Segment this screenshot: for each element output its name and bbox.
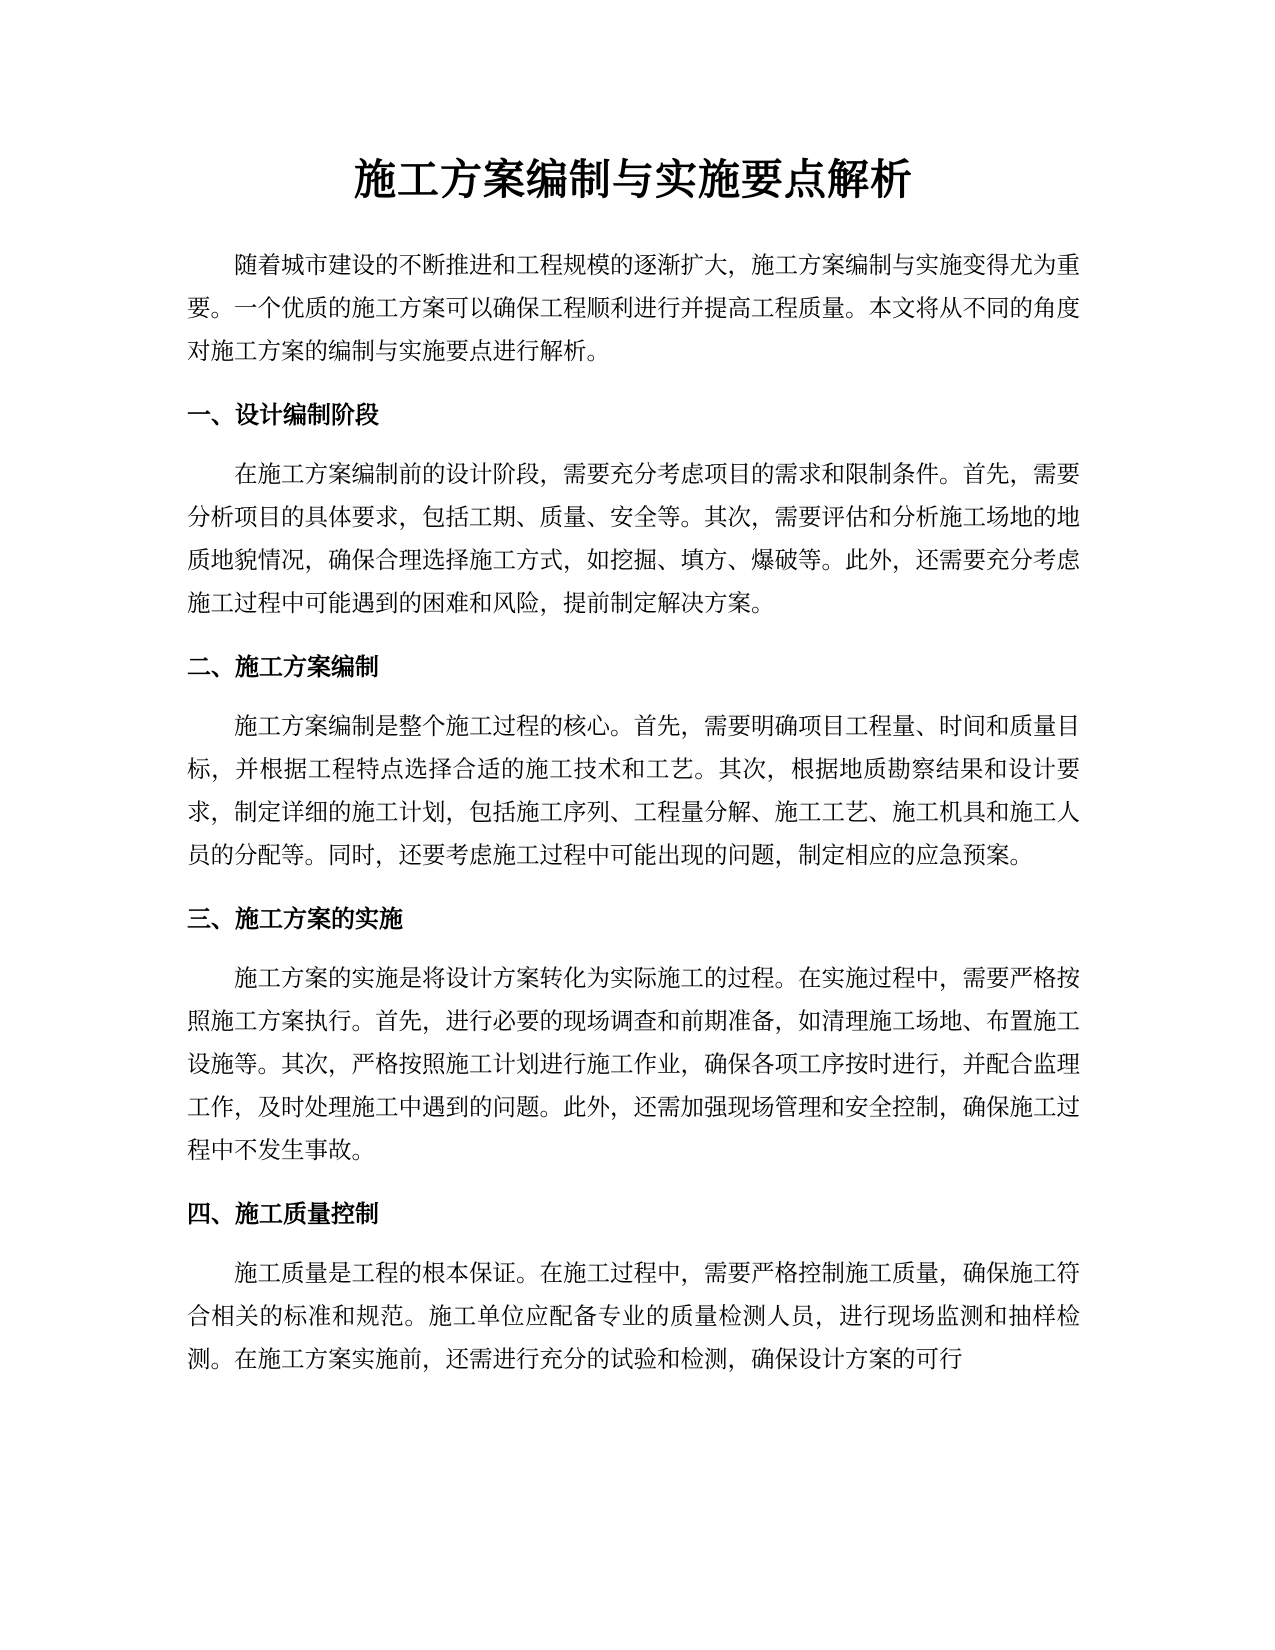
- section-heading-1: 一、设计编制阶段: [187, 401, 379, 429]
- section-heading-2: 二、施工方案编制: [187, 653, 379, 681]
- document-title: 施工方案编制与实施要点解析: [353, 155, 913, 204]
- document-body: [187, 150, 1080, 1381]
- section-heading-4: 四、施工质量控制: [187, 1200, 379, 1228]
- intro-paragraph: 随着城市建设的不断推进和工程规模的逐渐扩大，施工方案编制与实施变得尤为重要。一个优质的施工方案可以确保工程顺利进行并提高工程质量。本文将从不同的角度对施工方案的编制与实施要点进行解析。: [187, 251, 1080, 365]
- section-paragraph-1: 在施工方案编制前的设计阶段，需要充分考虑项目的需求和限制条件。首先，需要分析项目的具体要求，包括工期、质量、安全等。其次，需要评估和分析施工场地的地质地貌情况，确保合理选择施工方式，如挖掘、填方、爆破等。此外，还需要充分考虑施工过程中可能遇到的困难和风险，提前制定解决方案。: [187, 460, 1080, 617]
- section-heading-3: 三、施工方案的实施: [187, 905, 403, 933]
- section-paragraph-2: 施工方案编制是整个施工过程的核心。首先，需要明确项目工程量、时间和质量目标，并根据工程特点选择合适的施工技术和工艺。其次，根据地质勘察结果和设计要求，制定详细的施工计划，包括施工序列、工程量分解、施工工艺、施工机具和施工人员的分配等。同时，还要考虑施工过程中可能出现的问题，制定相应的应急预案。: [187, 712, 1080, 869]
- section-paragraph-3: 施工方案的实施是将设计方案转化为实际施工的过程。在实施过程中，需要严格按照施工方案执行。首先，进行必要的现场调查和前期准备，如清理施工场地、布置施工设施等。其次，严格按照施工计划进行施工作业，确保各项工序按时进行，并配合监理工作，及时处理施工中遇到的问题。此外，还需加强现场管理和安全控制，确保施工过程中不发生事故。: [187, 964, 1080, 1164]
- section-paragraph-4: 施工质量是工程的根本保证。在施工过程中，需要严格控制施工质量，确保施工符合相关的标准和规范。施工单位应配备专业的质量检测人员，进行现场监测和抽样检测。在施工方案实施前，还需进行充分的试验和检测，确保设计方案的可行: [187, 1259, 1080, 1373]
